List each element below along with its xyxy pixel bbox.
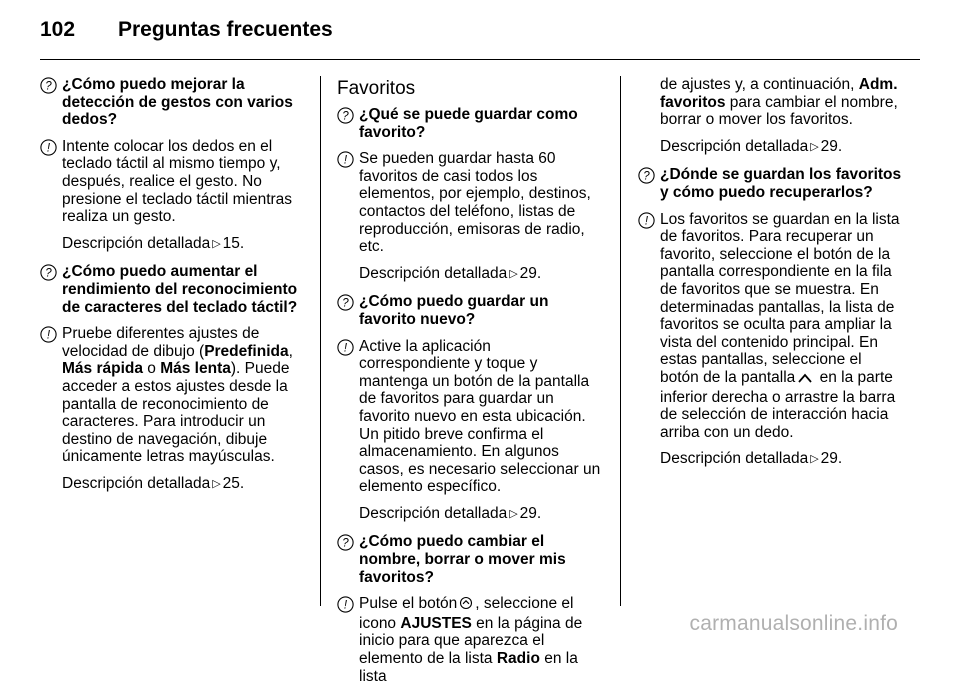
faq-answer xyxy=(40,325,302,466)
page-reference xyxy=(40,475,302,495)
page-reference xyxy=(337,265,603,285)
faq-question xyxy=(337,533,603,586)
reference-page: 29. xyxy=(820,450,843,468)
answer-text: Se pueden guardar hasta 60 favoritos de casi todos los elementos, por ejemplo, destinos, contactos del teléfono, listas de reproducción, emisoras de radio, etc. xyxy=(359,150,591,256)
svg-text:!: ! xyxy=(343,342,348,355)
answer-text-part: Pulse el botón xyxy=(359,595,458,613)
watermark: carmanualsonline.info xyxy=(689,612,898,635)
page-reference xyxy=(40,235,302,255)
section-title: Favoritos xyxy=(337,78,416,99)
answer-text-part: para cambiar el nombre, borrar o mover los favoritos. xyxy=(660,93,898,129)
exclamation-circle-icon xyxy=(638,212,660,229)
adm-favoritos-label: Adm. favoritos xyxy=(660,76,898,111)
svg-text:!: ! xyxy=(343,154,348,167)
answer-text-part: de ajustes y, a continuación, xyxy=(660,76,859,93)
home-button-icon xyxy=(459,596,473,615)
answer-text-part: , xyxy=(288,342,293,360)
svg-text:?: ? xyxy=(342,297,349,310)
faq-answer xyxy=(337,150,603,256)
question-circle-icon xyxy=(337,107,359,124)
page-reference xyxy=(638,450,903,470)
answer-text xyxy=(660,211,903,442)
answer-text xyxy=(359,595,603,685)
svg-text:!: ! xyxy=(644,215,649,228)
reference-page: 15. xyxy=(222,234,245,252)
column-divider xyxy=(620,76,621,606)
svg-text:!: ! xyxy=(46,142,51,155)
answer-text-part: ). Puede acceder a estos ajustes desde la pantalla de reconocimiento de caracteres. Para introducir un destino de navegación, dibuje únicamente letras mayúsculas. xyxy=(62,360,290,466)
reference-label: Descripción detallada xyxy=(62,234,211,252)
page-reference-arrow-icon: ▷ xyxy=(212,237,221,250)
reference-page: 25. xyxy=(222,474,245,492)
reference-label: Descripción detallada xyxy=(660,450,809,468)
column-3 xyxy=(638,76,903,479)
svg-text:?: ? xyxy=(45,80,52,93)
faq-question xyxy=(638,166,903,201)
exclamation-circle-icon xyxy=(337,596,359,613)
answer-text-part: en la parte inferior derecha o arrastre la barra de selección de interacción hacia arriba con un dedo. xyxy=(660,368,896,441)
reference-page: 29. xyxy=(820,137,843,155)
question-text: ¿Qué se puede guardar como favorito? xyxy=(359,106,578,141)
question-circle-icon xyxy=(337,534,359,551)
answer-text-part: en la página de inicio para que aparezca el elemento de la lista xyxy=(359,614,583,668)
option-mas-lenta: Más lenta xyxy=(160,360,231,378)
page-reference-arrow-icon: ▷ xyxy=(212,477,221,490)
page-reference-arrow-icon: ▷ xyxy=(810,453,819,466)
answer-continuation xyxy=(638,76,903,129)
faq-answer xyxy=(337,338,603,496)
faq-question xyxy=(337,106,603,141)
faq-question xyxy=(40,76,302,129)
faq-answer xyxy=(337,595,603,685)
answer-text: Intente colocar los dedos en el teclado táctil al mismo tiempo y, después, realice el gesto. No presione el teclado táctil mientras realiza un gesto. xyxy=(62,137,293,226)
svg-text:?: ? xyxy=(342,110,349,123)
question-text: ¿Cómo puedo cambiar el nombre, borrar o mover mis favoritos? xyxy=(359,533,566,586)
page-title: Preguntas frecuentes xyxy=(118,18,333,41)
svg-text:!: ! xyxy=(46,329,51,342)
svg-text:?: ? xyxy=(45,267,52,280)
answer-text xyxy=(62,325,302,466)
answer-text-part: o xyxy=(142,360,161,378)
faq-answer xyxy=(40,138,302,226)
answer-text-part: Los favoritos se guardan en la lista de favoritos. Para recuperar un favorito, seleccione el botón de la pantalla correspondiente en la fila de favoritos que se muestra. En determinadas pantallas, la lista de favoritos se oculta para ampliar la vista del contenido principal. En estas pantallas, seleccione el botón de la pantalla xyxy=(660,210,900,386)
page-number: 102 xyxy=(40,18,76,41)
column-1 xyxy=(40,76,302,503)
faq-answer xyxy=(638,211,903,442)
question-text: ¿Cómo puedo mejorar la detección de gestos con varios dedos? xyxy=(62,76,293,129)
question-circle-icon xyxy=(337,294,359,311)
reference-label: Descripción detallada xyxy=(359,504,508,522)
exclamation-circle-icon xyxy=(40,139,62,156)
question-text: ¿Dónde se guardan los favoritos y cómo puedo recuperarlos? xyxy=(660,166,902,201)
page-reference-arrow-icon: ▷ xyxy=(810,140,819,153)
question-circle-icon xyxy=(40,77,62,94)
reference-label: Descripción detallada xyxy=(660,137,809,155)
chevron-up-icon xyxy=(797,371,813,389)
exclamation-circle-icon xyxy=(40,326,62,343)
page-header xyxy=(40,18,333,48)
page-reference-arrow-icon: ▷ xyxy=(509,507,518,520)
page-reference-arrow-icon: ▷ xyxy=(509,267,518,280)
radio-label: Radio xyxy=(496,650,540,668)
answer-text-part: , seleccione el icono xyxy=(359,595,574,632)
answer-text: Active la aplicación correspondiente y toque y mantenga un botón de la pantalla de favoritos para guardar un favorito nuevo en esta ubicación. Un pitido breve confirma el almacenamiento. En algunos casos, es necesario seleccionar un elemento específico. xyxy=(359,337,601,496)
answer-text-part: Pruebe diferentes ajustes de velocidad de dibujo ( xyxy=(62,325,260,360)
svg-text:!: ! xyxy=(343,599,348,612)
reference-page: 29. xyxy=(519,264,542,282)
header-rule xyxy=(40,59,920,60)
question-text: ¿Cómo puedo guardar un favorito nuevo? xyxy=(359,293,549,328)
svg-text:?: ? xyxy=(342,538,349,551)
svg-text:?: ? xyxy=(643,170,650,183)
reference-label: Descripción detallada xyxy=(62,474,211,492)
answer-text-part: en la lista xyxy=(359,650,578,685)
reference-label: Descripción detallada xyxy=(359,264,508,282)
exclamation-circle-icon xyxy=(337,151,359,168)
page-reference xyxy=(337,505,603,525)
question-text: ¿Cómo puedo aumentar el rendimiento del reconocimiento de caracteres del teclado táctil? xyxy=(62,263,298,316)
option-mas-rapida: Más rápida xyxy=(62,360,143,378)
page-reference xyxy=(638,138,903,158)
faq-question xyxy=(40,263,302,316)
reference-page: 29. xyxy=(519,504,542,522)
option-predefinida: Predefinida xyxy=(204,342,289,360)
column-2 xyxy=(337,76,603,694)
column-divider xyxy=(320,76,321,606)
question-circle-icon xyxy=(638,167,660,184)
question-circle-icon xyxy=(40,264,62,281)
ajustes-label: AJUSTES xyxy=(400,614,472,632)
faq-question xyxy=(337,293,603,328)
exclamation-circle-icon xyxy=(337,339,359,356)
